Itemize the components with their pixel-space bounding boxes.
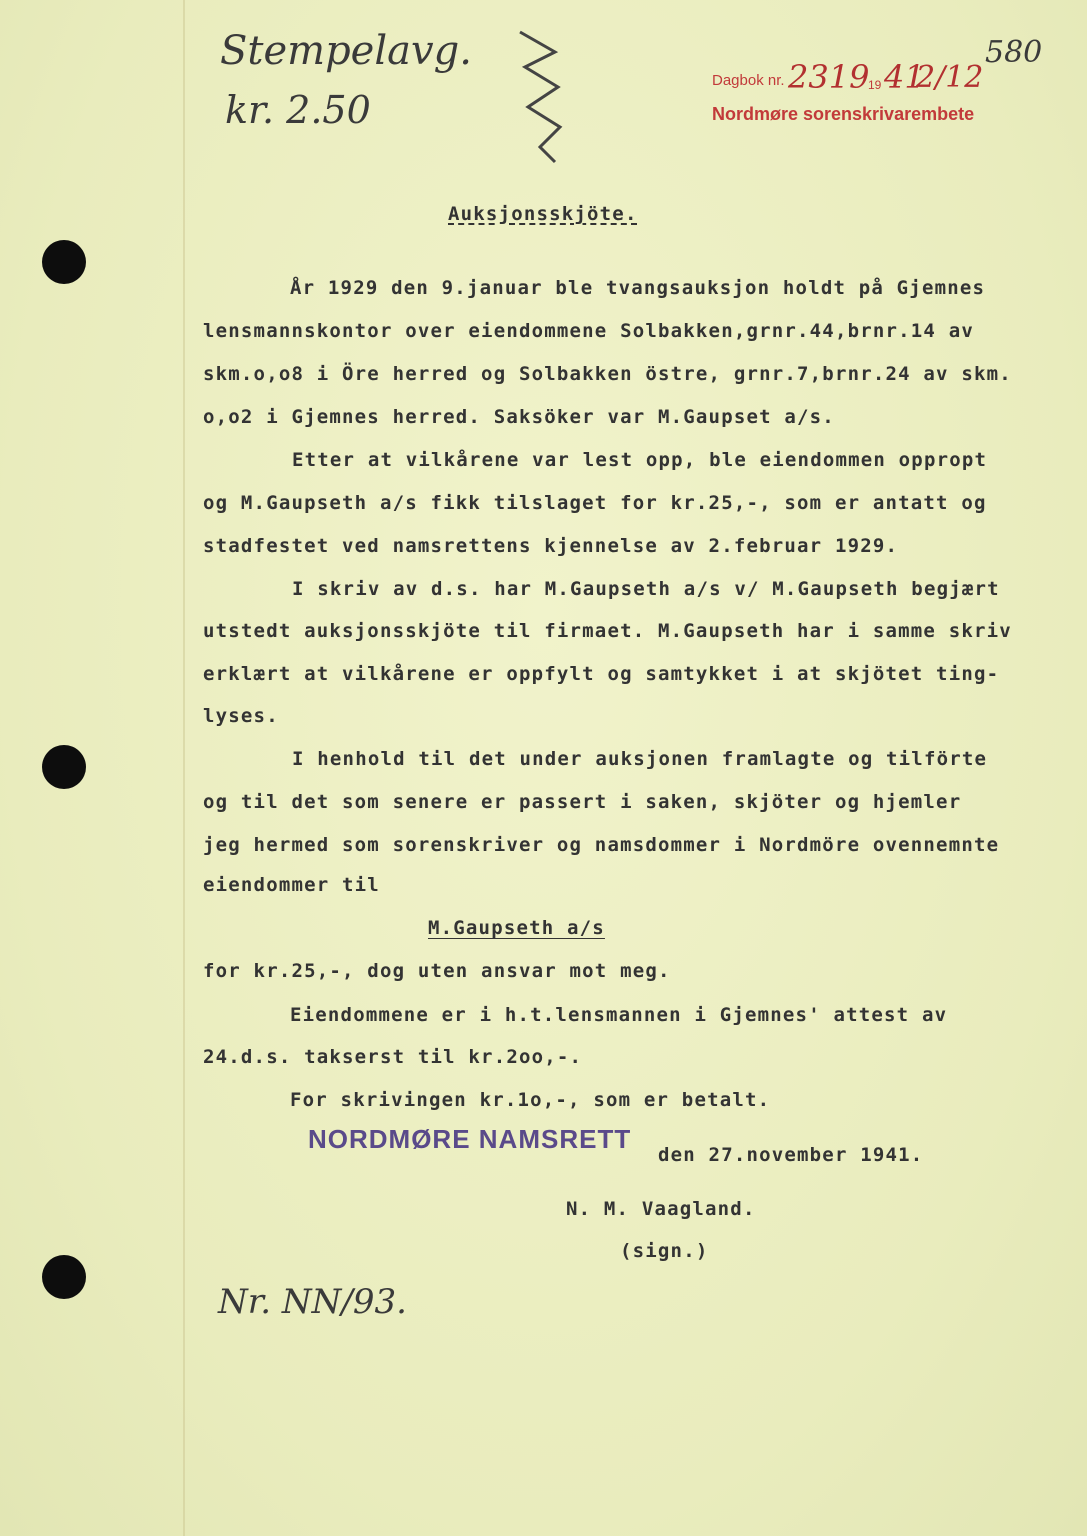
body-line: lyses. (203, 705, 279, 727)
body-line: lensmannskontor over eiendommene Solbakken,grnr.44,brnr.14 av (203, 320, 974, 342)
punch-hole (42, 240, 86, 284)
body-line: For skrivingen kr.1o,-, som er betalt. (290, 1089, 771, 1111)
body-line: År 1929 den 9.januar ble tvangsauksjon holdt på Gjemnes (290, 277, 986, 299)
body-line: eiendommer til (203, 874, 380, 896)
margin-line (183, 0, 185, 1536)
year-prefix: 19 (868, 78, 882, 92)
court-stamp: NORDMØRE NAMSRETT (308, 1124, 632, 1154)
body-line: Etter at vilkårene var lest opp, ble eiendommen oppropt (292, 449, 988, 471)
punch-hole (42, 1255, 86, 1299)
body-line: for kr.25,-, dog uten ansvar mot meg. (203, 960, 671, 982)
dagbok-number: 2319 (788, 58, 870, 96)
document-title: Auksjonsskjöte. (448, 203, 638, 225)
dagbok-date: 2/12 (916, 60, 984, 95)
body-line: I henhold til det under auksjonen framlagte og tilförte (292, 748, 988, 770)
body-line: 24.d.s. takserst til kr.2oo,-. (203, 1046, 583, 1068)
dagbok-label: Dagbok nr. (712, 72, 785, 89)
recipient-name: M.Gaupseth a/s (428, 917, 605, 939)
body-line: og M.Gaupseth a/s fikk tilslaget for kr.25,-, som er antatt og (203, 492, 987, 514)
body-line: Eiendommene er i h.t.lensmannen i Gjemnes' attest av (290, 1004, 948, 1026)
sign-note: (sign.) (620, 1240, 709, 1262)
body-line: jeg hermed som sorenskriver og namsdommer i Nordmöre ovennemnte (203, 834, 1000, 856)
body-line: I skriv av d.s. har M.Gaupseth a/s v/ M.Gaupseth begjært (292, 578, 1000, 600)
handwritten-fee: kr. 2.50 (225, 88, 371, 132)
dagbok-year: 41 (884, 58, 925, 96)
signer-name: N. M. Vaagland. (566, 1198, 756, 1220)
date-line: den 27.november 1941. (658, 1144, 924, 1166)
body-line: utstedt auksjonsskjöte til firmaet. M.Gaupseth har i samme skriv (203, 620, 1012, 642)
punch-hole (42, 745, 86, 789)
handwritten-bottom-note: Nr. NN/93. (218, 1282, 407, 1322)
body-line: stadfestet ved namsrettens kjennelse av 2.februar 1929. (203, 535, 899, 557)
body-line: og til det som senere er passert i saken, skjöter og hjemler (203, 791, 962, 813)
office-stamp: Nordmøre sorenskrivarembete (712, 104, 975, 124)
handwritten-stamp-note: Stempelavg. (220, 28, 472, 74)
body-line: skm.o,o8 i Öre herred og Solbakken östre, grnr.7,brnr.24 av skm. (203, 363, 1012, 385)
handwritten-page-number: 580 (985, 35, 1043, 70)
handwritten-scribble-icon (510, 22, 570, 172)
body-line: o,o2 i Gjemnes herred. Saksöker var M.Gaupset a/s. (203, 406, 835, 428)
body-line: erklært at vilkårene er oppfylt og samtykket i at skjötet ting- (203, 663, 1000, 685)
